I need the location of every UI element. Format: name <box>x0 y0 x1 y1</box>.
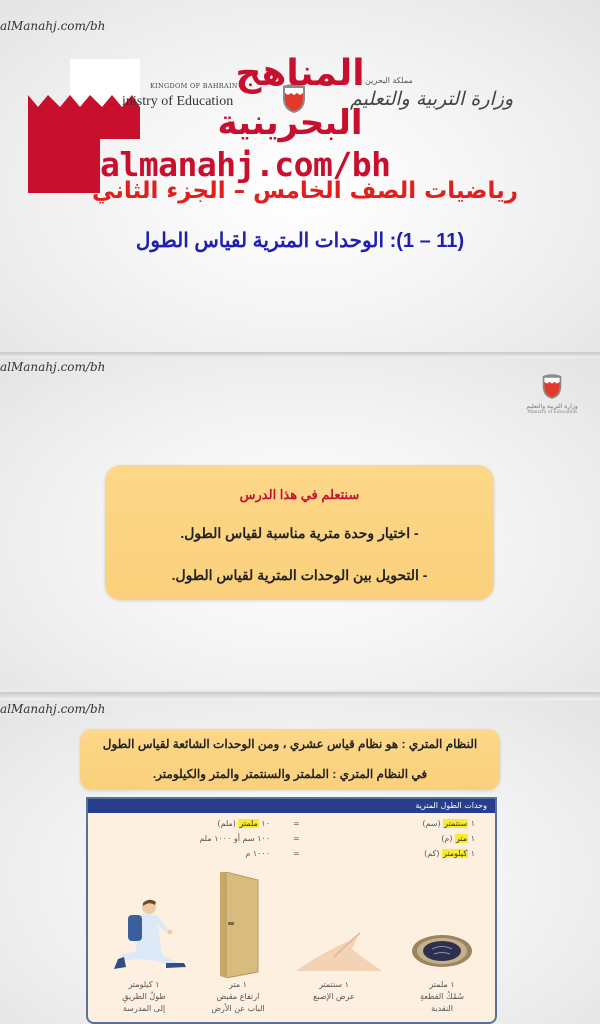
rhs-number: ١٠ <box>261 819 270 828</box>
bahrain-emblem-icon <box>541 374 563 400</box>
lhs-number: ١ <box>470 819 475 828</box>
table-row <box>88 834 495 847</box>
equals-sign: = <box>293 819 300 828</box>
course-title: رياضيات الصف الخامس – الجزء الثاني <box>91 178 519 204</box>
table-row <box>88 819 495 832</box>
ministry-ar-label: وزارة التربية والتعليم <box>526 403 578 410</box>
kingdom-en-label: KINGDOM OF BAHRAIN <box>150 82 238 90</box>
lhs-number: ١ <box>470 849 475 858</box>
table-title: وحدات الطول المترية <box>88 799 495 813</box>
slide-divider <box>0 692 600 700</box>
example-caption: ١ ملمتر سُمْكُ القطعةِ النقدية <box>419 980 465 1013</box>
watermark-title-line2: البحرينية <box>217 103 363 143</box>
ministry-logo <box>518 374 586 415</box>
finger-icon <box>294 929 384 973</box>
objectives-heading: سنتعلم في هذا الدرس <box>239 487 360 502</box>
rhs-text: ١٠٠ سم أو ١٠٠٠ ملم <box>199 834 270 843</box>
lhs-unit: متر <box>456 834 468 843</box>
coin-icon <box>410 934 474 968</box>
objective-item: - اختيار وحدة مترية مناسبة لقياس الطول. <box>180 525 419 541</box>
lhs-number: ١ <box>470 834 475 843</box>
definition-line: النظام المتري : هو نظام قياس عشري ، ومن الوحدات الشائعة لقياس الطول <box>102 737 478 751</box>
kingdom-ar-label: مملكة البحرين <box>365 76 413 85</box>
slide-title <box>0 0 600 352</box>
equals-sign: = <box>293 834 300 843</box>
ministry-en-label: Ministry of Education <box>527 410 577 415</box>
metric-definition-box <box>80 729 500 790</box>
table-row <box>88 849 495 862</box>
walking-student-icon <box>106 897 196 975</box>
example-caption: ١ سنتمتر عرض الإصبع <box>313 980 355 1001</box>
ministry-en-label: inistry of Education <box>122 94 234 109</box>
watermark-url: alManahj.com/bh <box>0 702 106 716</box>
watermark-url: alManahj.com/bh <box>0 360 106 374</box>
lhs-abbr: (م) <box>441 834 453 843</box>
watermark-title-line1: المناهج <box>235 53 365 94</box>
definition-line: في النظام المتري : الملمتر والسنتمتر والمتر والكيلومتر. <box>152 767 428 781</box>
objective-item: - التحويل بين الوحدات المترية لقياس الطول. <box>171 567 428 583</box>
lhs-unit: سنتمتر <box>444 819 468 828</box>
rhs-abbr: (ملم) <box>217 819 236 828</box>
lhs-abbr: (سم) <box>422 819 441 828</box>
lesson-title: (11 – 1): الوحدات المترية لقياس الطول <box>135 230 465 252</box>
equals-sign: = <box>293 849 300 858</box>
lhs-unit: كيلومتر <box>443 849 468 858</box>
watermark-url: alManahj.com/bh <box>0 19 106 33</box>
door-icon <box>218 872 260 978</box>
example-caption: ١ متر ارتفاع مقبض الباب عن الأرض <box>211 980 265 1013</box>
objectives-box <box>105 465 494 600</box>
metric-units-table <box>86 797 497 1024</box>
slide-metric-units <box>0 700 600 1024</box>
watermark-site: almanahj.com/bh <box>100 145 391 184</box>
slide-objectives <box>0 358 600 690</box>
example-caption: ١ كيلومتر طولُ الطريقِ إلى المدرسة <box>122 980 166 1013</box>
rhs-text: ١٠٠٠ م <box>245 849 270 858</box>
lhs-abbr: (كم) <box>424 849 440 858</box>
rhs-unit: ملمتر <box>239 819 258 828</box>
ministry-ar-label: وزارة التربية والتعليم <box>350 88 514 110</box>
